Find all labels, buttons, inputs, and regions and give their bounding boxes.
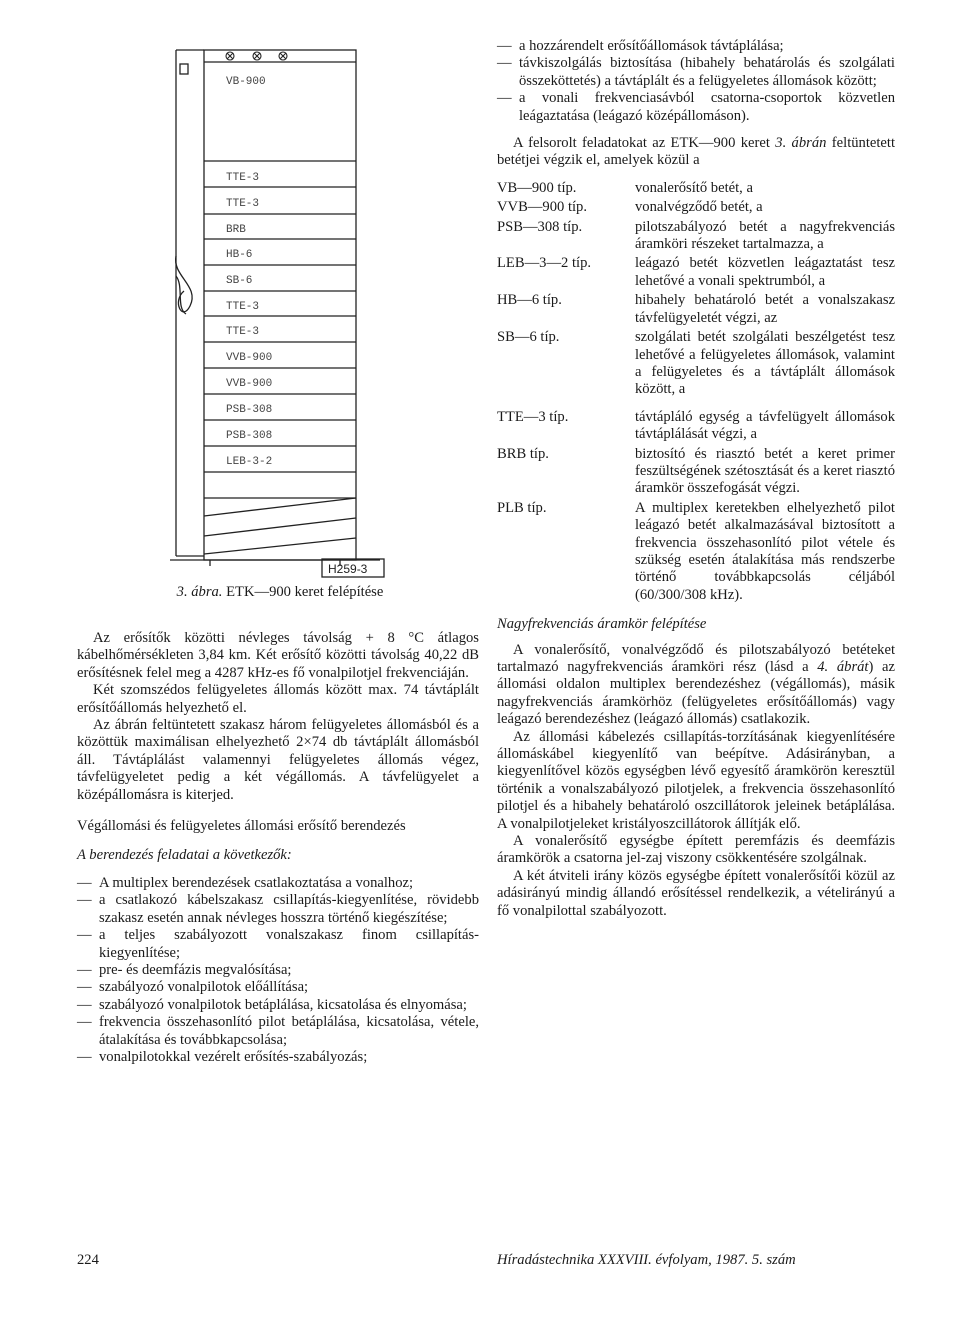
module-label: SB-6 (226, 275, 253, 287)
abbr-row: VB—900 típ. vonalerősítő betét, a (497, 179, 753, 196)
paragraph: A vonalerősítő egységbe épített peremfázis és deemfázis áramkörök a csatorna jel-zaj viszony csökkentésére szolgálnak. (497, 833, 895, 867)
module-label: VB-900 (226, 76, 266, 88)
list-item: — A multiplex berendezések csatlakoztatása a vonalhoz; (77, 874, 414, 891)
journal-footer: Híradástechnika XXXVIII. évfolyam, 1987. 5. szám (497, 1252, 796, 1268)
abbr-row: SB—6 típ. szolgálati betét szolgálati beszélgetést tesz lehetővé a felügyeletes állomások, valamint a felügyeletes és a távtáplált állomások között, a (497, 329, 895, 398)
abbr-row: BRB típ. biztosító és riasztó betét a keret primer feszültségének szétosztását és a keret riasztó áramkör összefogását végzi. (497, 445, 895, 497)
paragraph: Az ábrán feltüntetett szakasz három felügyeletes állomásból és a közöttük maximálisan elhelyezhető 2×74 db távtáplált állomásból áll. Távtáplálást valamennyi felügyeletes állomás végez, távfelügyeletet pedig a két végállomás. A távfelügyelet a középállomásra is kiterjed. (77, 717, 479, 803)
module-label: HB-6 (226, 249, 253, 261)
figure-caption-number: 3. ábra. (176, 584, 223, 600)
list-item: — a vonali frekvenciasávból csatorna-csoportok közvetlen leágaztatása (leágazó középállomáson). (497, 90, 895, 124)
abbr-row: HB—6 típ. hibahely behatároló betét a vonalszakasz távfelügyeletét végzi, az (497, 292, 895, 326)
subheading: A berendezés feladatai a következők: (77, 847, 292, 864)
module-label: PSB-308 (226, 430, 273, 442)
intro-paragraph: A felsorolt feladatokat az ETK—900 keret 3. ábrán feltüntetett betétjei végzik el, amelyek közül a (497, 135, 896, 169)
module-label: VVB-900 (226, 378, 273, 390)
module-label: TTE-3 (226, 301, 260, 313)
abbr-row: TTE—3 típ. távtápláló egység a távfelügyelt állomások távtáplálását végzi, a (497, 408, 895, 443)
abbr-row: PSB—308 típ. pilotszabályozó betét a nagyfrekvenciás áramköri részeket tartalmazza, a (497, 218, 895, 253)
figure-code: H259-3 (328, 562, 368, 576)
section-title: Végállomási és felügyeletes állomási erősítő berendezés (77, 818, 406, 835)
section-heading: Nagyfrekvenciás áramkör felépítése (497, 616, 707, 633)
frame-diagram (170, 46, 390, 591)
list-item: — vonalpilotokkal vezérelt erősítés-szabályozás; (77, 1048, 368, 1065)
left-column (77, 630, 479, 1066)
right-column (497, 38, 895, 920)
figure-caption-text: ETK—900 keret felépítése (226, 584, 384, 600)
list-item: — a teljes szabályozott vonalszakasz finom csillapítás-kiegyenlítése; (77, 927, 479, 961)
list-item: — szabályozó vonalpilotok betáplálása, kicsatolása és elnyomása; (77, 996, 467, 1013)
paragraph: Az állomási kábelezés csillapítás-torzításának kiegyenlítésére állomáskábel kiegyenlítő van beépítve. Adásirányban, a kiegyenlítővel közös egységben lévő egyesítő áramkörön keresztül történik a vonalszabályozó pilotjelek, a frekvencia összehasonlító pilotjel és a hibahely behatároló oszcillátorok jeleinek betáplálása. A vonalpilotjeleket kristályoszcillátorok állítják elő. (497, 728, 895, 832)
module-label: TTE-3 (226, 172, 260, 184)
paragraph: A két átviteli irány közös egységbe épített vonalerősítői közül az adásirányú mindig állandó erősítéssel rendelkezik, a vételirányú a fő vonalpilottal szabályozott. (497, 867, 895, 919)
module-label: BRB (226, 224, 246, 236)
list-item: — a hozzárendelt erősítőállomások távtáplálása; (497, 38, 784, 54)
paragraph: Két szomszédos felügyeletes állomás között max. 74 távtáplált erősítőállomás helyezhető el. (77, 682, 479, 716)
paragraph: A vonalerősítő, vonalvégződő és pilotszabályozó betéteket tartalmazó nagyfrekvenciás áramköri rész (lásd a 4. ábrát) az állomási oldalon multiplex berendezéshez (végállomás), másik nagyfrekvenciás áramkörhöz (felügyeletes erősítőállomás) vagy leágazó berendezéshez (leágazó állomás) csatlakozik. (497, 641, 895, 728)
module-label: VVB-900 (226, 352, 273, 364)
module-label: PSB-308 (226, 404, 273, 416)
list-item: — a csatlakozó kábelszakasz csillapítás-kiegyenlítése, rövidebb szakasz esetén annak névleges hosszra történő kiegészítése; (77, 892, 479, 926)
paragraph: Az erősítők közötti névleges távolság + 8 °C átlagos kábelhőmérsékleten 3,84 km. Két erősítő közötti távolság 40,22 dB erősítésnek felel meg a 4287 kHz-es fő vonalpilotjel frekvenciáján. (77, 630, 479, 681)
list-item: — szabályozó vonalpilotok előállítása; (77, 979, 309, 996)
abbr-row: PLB típ. A multiplex keretekben elhelyezhető pilot leágazó betét alkalmazásával biztosított a frekvencia összehasonlító pilot vétele és szükség esetén átalakítása más rendszerbe történő továbbkapcsolás céljából (60/300/308 kHz). (497, 499, 895, 603)
abbr-row: VVB—900 típ. vonalvégződő betét, a (497, 199, 763, 216)
abbr-row: LEB—3—2 típ. leágazó betét közvetlen leágaztatást tesz lehetővé a vonali spektrumból, a (497, 255, 895, 289)
module-label: LEB-3-2 (226, 456, 273, 468)
page-number: 224 (77, 1252, 99, 1268)
list-item: — távkiszolgálás biztosítása (hibahely behatárolás és szolgálati összeköttetés) a távtáplált és a felügyeletes állomások között; (497, 55, 895, 89)
list-item: — pre- és deemfázis megvalósítása; (77, 961, 292, 978)
module-label: TTE-3 (226, 326, 260, 338)
figure-caption (150, 584, 410, 601)
list-item: — frekvencia összehasonlító pilot betáplálása, kicsatolása, vétele, átalakítása és továbbkapcsolása; (77, 1014, 479, 1048)
module-label: TTE-3 (226, 198, 260, 210)
